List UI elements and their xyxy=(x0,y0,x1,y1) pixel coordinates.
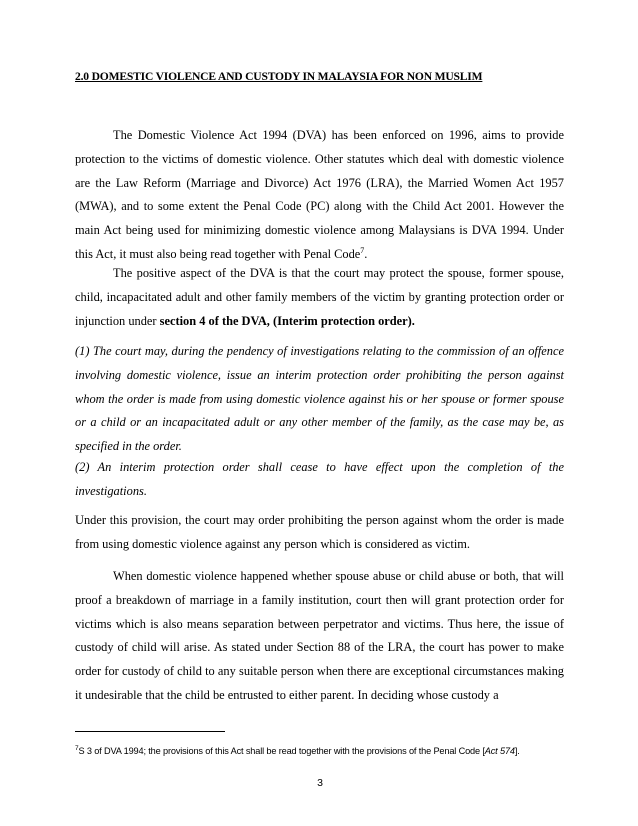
statute-quote-subsection-2: (2) An interim protection order shall cease to have effect upon the completion of the investigations. xyxy=(75,460,564,498)
footnote-marker: 7 xyxy=(75,744,79,752)
footnote-end: ]. xyxy=(514,746,520,756)
paragraph-dva-intro-end: . xyxy=(364,246,368,261)
page-number: 3 xyxy=(317,777,323,789)
statute-quote-subsection-1: (1) The court may, during the pendency of investigations relating to the commission of an offence involving domestic violence, issue an interim protection order prohibiting the person against whom the order is made from using domestic violence against his or her spouse or former spouse or a child or an incapacitated adult or any other member of the family, as the case may be, as specified in the order. xyxy=(75,344,564,454)
paragraph-custody-issue: When domestic violence happened whether spouse abuse or child abuse or both, that will proof a breakdown of marriage in a family institution, court then will grant protection order for victims which is also means separation between perpetrator and victims. Thus here, the issue of custody of child will arise. As stated under Section 88 of the LRA, the court has power to make order for custody of child to any suitable person when there are exceptional circumstances making it undesirable that the child be entrusted to either parent. In deciding whose custody a xyxy=(75,569,564,702)
section-heading: 2.0 DOMESTIC VIOLENCE AND CUSTODY IN MALAYSIA FOR NON MUSLIM xyxy=(75,70,483,83)
paragraph-dva-positive-aspect xyxy=(75,262,564,333)
section-4-reference: section 4 of the DVA, (Interim protection order). xyxy=(159,313,415,328)
footnote-7 xyxy=(75,746,575,756)
paragraph-dva-intro-text: The Domestic Violence Act 1994 (DVA) has been enforced on 1996, aims to provide protection to the victims of domestic violence. Other statutes which deal with domestic violence are the Law Reform (Marriage and Divorce) Act 1976 (LRA), the Married Women Act 1957 (MWA), and to some extent the Penal Code (PC) along with the Child Act 2001. However the main Act being used for minimizing domestic violence among Malaysians is DVA 1994. Under this Act, it must also being read together with Penal Code xyxy=(75,128,564,261)
footnote-act-citation: Act 574 xyxy=(484,746,515,756)
paragraph-provision-summary: Under this provision, the court may order prohibiting the person against whom the order is made from using domestic violence against any person which is considered as victim. xyxy=(75,513,564,551)
footnote-divider xyxy=(75,731,225,732)
paragraph-dva-intro xyxy=(75,124,564,267)
footnote-text: S 3 of DVA 1994; the provisions of this Act shall be read together with the provisions of the Penal Code [ xyxy=(78,746,485,756)
footnote-reference-7[interactable]: 7 xyxy=(360,245,365,255)
paragraph-dva-positive-aspect-text: The positive aspect of the DVA is that the court may protect the spouse, former spouse, child, incapacitated adult and other family members of the victim by granting protection order or injunction under xyxy=(75,266,564,328)
